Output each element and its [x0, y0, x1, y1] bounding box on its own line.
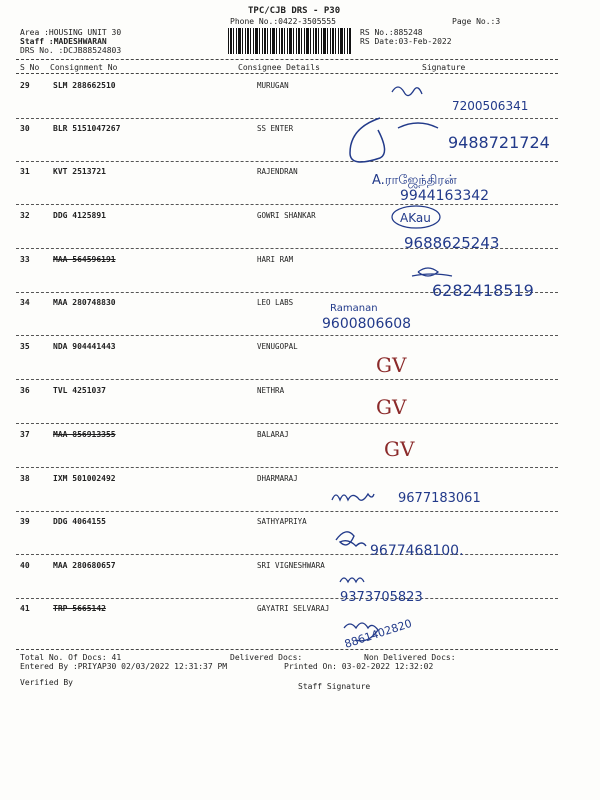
drs-number: DRS No. :DCJB88524803 — [20, 46, 122, 55]
consignee-name: LEO LABS — [257, 298, 294, 307]
consignment-number: SLM 288662510 — [53, 81, 116, 90]
consignment-number: MAA 280680657 — [53, 561, 116, 570]
signature-phone: 9688625243 — [404, 234, 500, 252]
signature-phone: 9677468100. — [370, 543, 464, 559]
signature-initials: GV — [376, 395, 407, 419]
consignee-name: SRI VIGNESHWARA — [257, 561, 325, 570]
consignment-number: MAA 280748830 — [53, 298, 116, 307]
consignment-number: MAA 564596191 — [53, 255, 116, 264]
signature-name: A.ராஜேந்திரன் — [372, 173, 457, 188]
consignee-name: RAJENDRAN — [257, 167, 298, 176]
entered-by: Entered By :PRIYAP30 02/03/2022 12:31:37 PM — [20, 662, 228, 671]
consignment-number: IXM 501002492 — [53, 474, 116, 483]
signature-phone: 9600806608 — [322, 316, 412, 332]
consignee-name: HARI RAM — [257, 255, 294, 264]
rs-number: RS No.:885248 — [360, 28, 423, 37]
signature-scribble — [392, 87, 422, 96]
signature-name: Ramanan — [330, 303, 378, 314]
col-sno: S No — [20, 63, 40, 72]
consignee-name: SATHYAPRIYA — [257, 517, 307, 526]
serial-number: 30 — [20, 124, 30, 133]
consignee-name: GAYATRI SELVARAJ — [257, 604, 330, 613]
signature-phone: 9944163342 — [400, 188, 490, 204]
consignee-name: GOWRI SHANKAR — [257, 211, 316, 220]
serial-number: 41 — [20, 604, 30, 613]
serial-number: 32 — [20, 211, 30, 220]
signature-scribble — [340, 578, 364, 582]
serial-number: 37 — [20, 430, 30, 439]
signature-phone: 9677183061 — [398, 491, 481, 506]
consignment-number: TRP 5665142 — [53, 604, 106, 613]
staff-label: Staff :MADESHWARAN — [20, 37, 107, 46]
consignment-number: DDG 4125891 — [53, 211, 106, 220]
consignee-name: DHARMARAJ — [257, 474, 298, 483]
delivered-docs: Delivered Docs: — [230, 653, 303, 662]
signature-phone: 7200506341 — [452, 99, 529, 113]
page-number: Page No.:3 — [452, 17, 501, 26]
printed-on: Printed On: 03-02-2022 12:32:02 — [284, 662, 434, 671]
signature-phone: 9488721724 — [448, 133, 550, 152]
rs-date: RS Date:03-Feb-2022 — [360, 37, 452, 46]
consignment-number: DDG 4064155 — [53, 517, 106, 526]
staff-signature: Staff Signature — [298, 682, 371, 691]
consignee-name: SS ENTER — [257, 124, 294, 133]
signature-scribble — [350, 118, 438, 162]
consignee-name: NETHRA — [257, 386, 285, 395]
signature-phone: 8861402820 — [342, 616, 414, 651]
signature-name: AKau — [400, 211, 431, 225]
serial-number: 34 — [20, 298, 30, 307]
consignment-number: TVL 4251037 — [53, 386, 106, 395]
col-signature: Signature — [422, 63, 466, 72]
signature-phone: 9373705823 — [340, 590, 423, 605]
non-delivered-docs: Non Delivered Docs: — [364, 653, 456, 662]
area-label: Area :HOUSING UNIT 30 — [20, 28, 122, 37]
signature-scribble — [332, 494, 374, 500]
verified-by: Verified By — [20, 678, 73, 687]
document-title: TPC/CJB DRS - P30 — [248, 6, 341, 16]
consignment-number: KVT 2513721 — [53, 167, 106, 176]
consignee-name: MURUGAN — [257, 81, 289, 90]
signature-scribble — [336, 532, 366, 546]
serial-number: 39 — [20, 517, 30, 526]
serial-number: 35 — [20, 342, 30, 351]
serial-number: 31 — [20, 167, 30, 176]
serial-number: 33 — [20, 255, 30, 264]
col-consignee: Consignee Details — [238, 63, 320, 72]
serial-number: 38 — [20, 474, 30, 483]
serial-number: 29 — [20, 81, 30, 90]
consignment-number: BLR 5151047267 — [53, 124, 121, 133]
consignee-name: BALARAJ — [257, 430, 289, 439]
col-consignment: Consignment No — [50, 63, 118, 72]
total-docs: Total No. Of Docs: 41 — [20, 653, 122, 662]
signature-scribble — [412, 268, 452, 276]
divider — [16, 649, 558, 650]
consignment-number: MAA 856913355 — [53, 430, 116, 439]
consignee-name: VENUGOPAL — [257, 342, 298, 351]
signature-initials: GV — [384, 437, 415, 461]
signature-phone: 6282418519 — [432, 281, 534, 300]
serial-number: 36 — [20, 386, 30, 395]
signature-initials: GV — [376, 353, 407, 377]
consignment-number: NDA 904441443 — [53, 342, 116, 351]
serial-number: 40 — [20, 561, 30, 570]
phone-number: Phone No.:0422-3505555 — [230, 17, 336, 26]
